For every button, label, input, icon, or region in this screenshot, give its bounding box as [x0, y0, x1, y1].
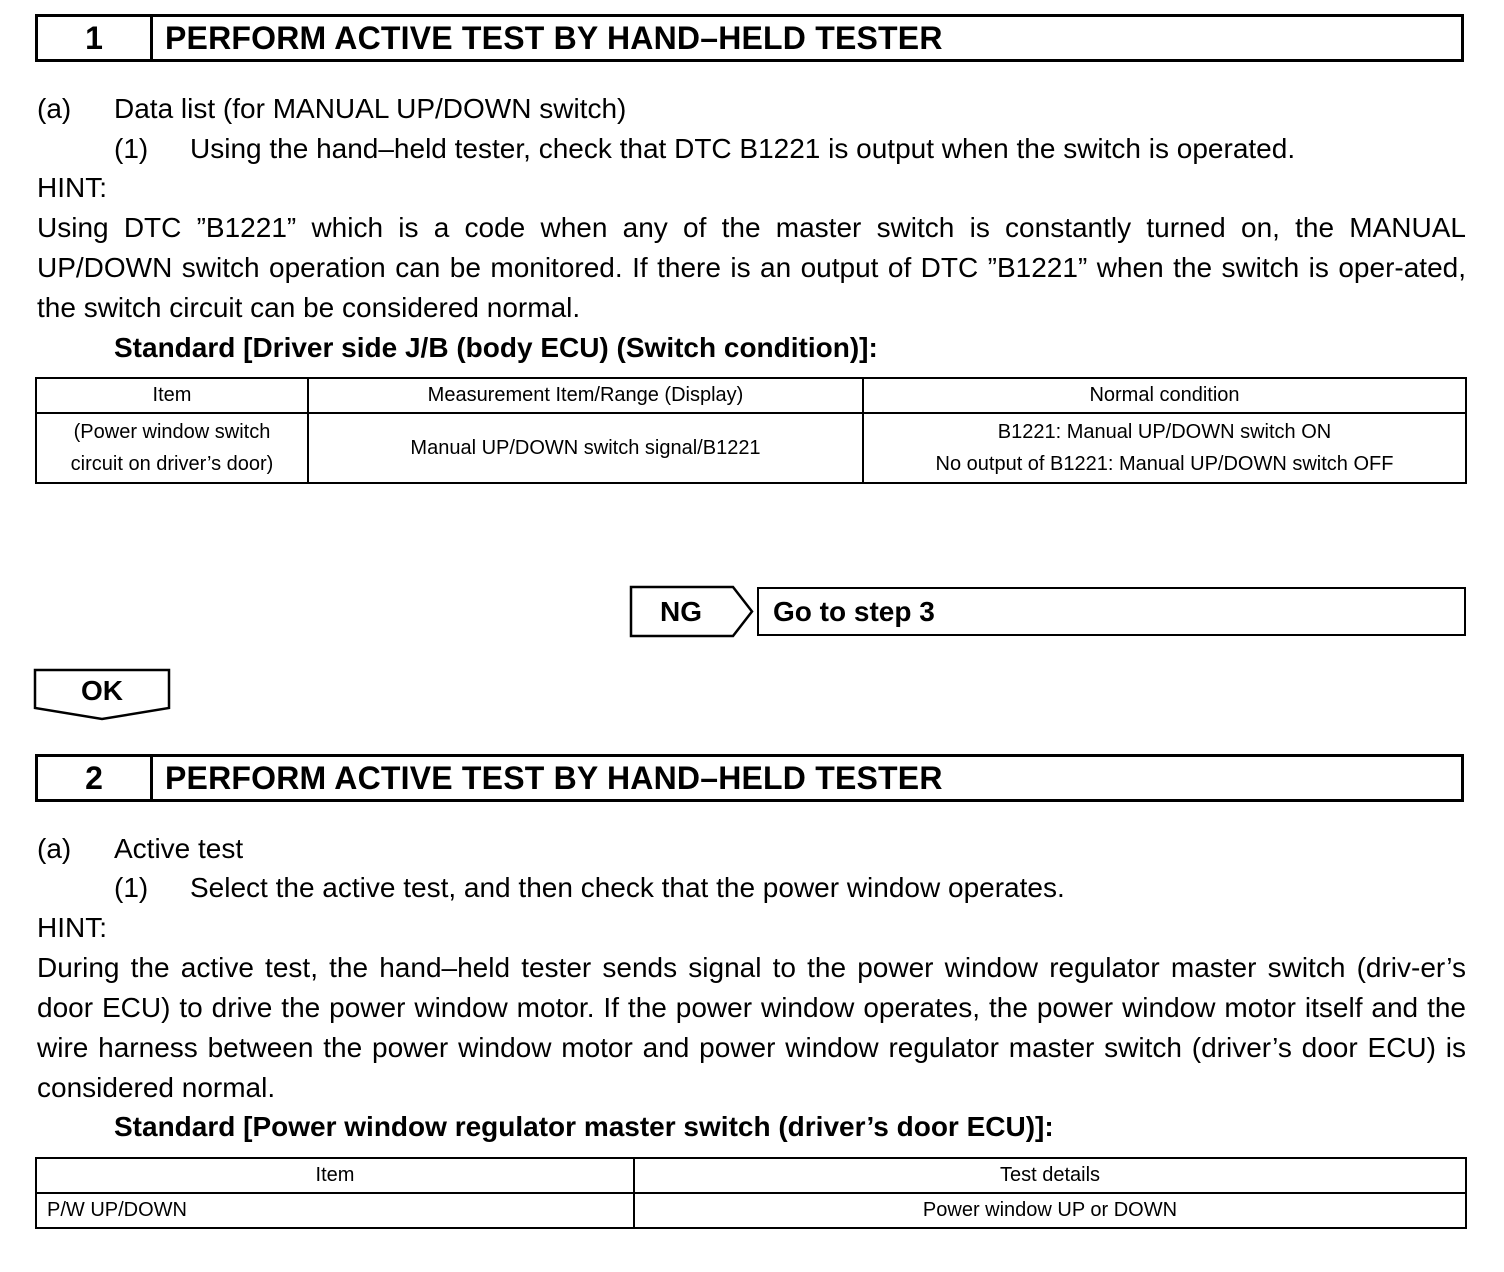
sub-marker-1: (1) — [114, 872, 149, 903]
spec-table-2 — [35, 1157, 1467, 1229]
table-cell-normal — [863, 413, 1466, 483]
table-row — [36, 413, 1466, 483]
hint-label: HINT: — [37, 172, 107, 203]
normal-line: No output of B1221: Manual UP/DOWN switch OFF — [935, 453, 1394, 475]
step-title: PERFORM ACTIVE TEST BY HAND–HELD TESTER — [165, 19, 943, 56]
list-marker-a: (a) — [37, 833, 72, 864]
step-number: 2 — [38, 757, 153, 799]
spec-table-1 — [35, 377, 1467, 484]
list-marker-a: (a) — [37, 93, 72, 124]
item-line: circuit on driver’s door) — [70, 453, 274, 475]
step-2-header — [35, 754, 1464, 802]
table-cell-item — [36, 413, 308, 483]
table-row — [36, 1193, 1466, 1228]
table-cell-details: Power window UP or DOWN — [634, 1193, 1466, 1228]
ok-label: OK — [81, 675, 123, 706]
hint-text: During the active test, the hand–held tester sends signal to the power window regulator master switch (driv-er’s door ECU) to drive the power window motor. If the power window operates, the power window motor itself and the wire harness between the power window motor and power window regulator master switch (driver’s door ECU) is considered normal. — [37, 952, 1466, 1103]
item-line: (Power window switch — [73, 421, 271, 443]
table-cell-measurement: Manual UP/DOWN switch signal/B1221 — [308, 413, 863, 483]
normal-line: B1221: Manual UP/DOWN switch ON — [997, 421, 1332, 443]
list-item-a: Active test — [114, 833, 244, 864]
table-header-row — [36, 378, 1466, 413]
ng-target: Go to step 3 — [757, 587, 1466, 636]
sub-marker-1: (1) — [114, 133, 149, 164]
list-item-a: Data list (for MANUAL UP/DOWN switch) — [114, 93, 627, 124]
step-number: 1 — [38, 17, 153, 59]
table-header: Test details — [634, 1158, 1466, 1193]
standard-heading: Standard [Driver side J/B (body ECU) (Switch condition)]: — [114, 332, 878, 363]
sub-item-1: Select the active test, and then check that the power window operates. — [190, 872, 1065, 903]
table-cell-item: P/W UP/DOWN — [36, 1193, 634, 1228]
hint-label: HINT: — [37, 912, 107, 943]
step-1-header — [35, 14, 1464, 62]
sub-item-1: Using the hand–held tester, check that DTC B1221 is output when the switch is operated. — [190, 133, 1296, 164]
table-header: Normal condition — [863, 378, 1466, 413]
table-header: Item — [36, 1158, 634, 1193]
hint-text: Using DTC ”B1221” which is a code when any of the master switch is constantly turned on, the MANUAL UP/DOWN switch operation can be monitored. If there is an output of DTC ”B1221” when the switch is oper-ated, the switch circuit can be considered normal. — [37, 212, 1466, 323]
step-title: PERFORM ACTIVE TEST BY HAND–HELD TESTER — [165, 759, 943, 796]
table-header: Measurement Item/Range (Display) — [308, 378, 863, 413]
standard-heading: Standard [Power window regulator master switch (driver’s door ECU)]: — [114, 1111, 1054, 1142]
table-header: Item — [36, 378, 308, 413]
ng-label: NG — [660, 595, 702, 627]
table-header-row — [36, 1158, 1466, 1193]
